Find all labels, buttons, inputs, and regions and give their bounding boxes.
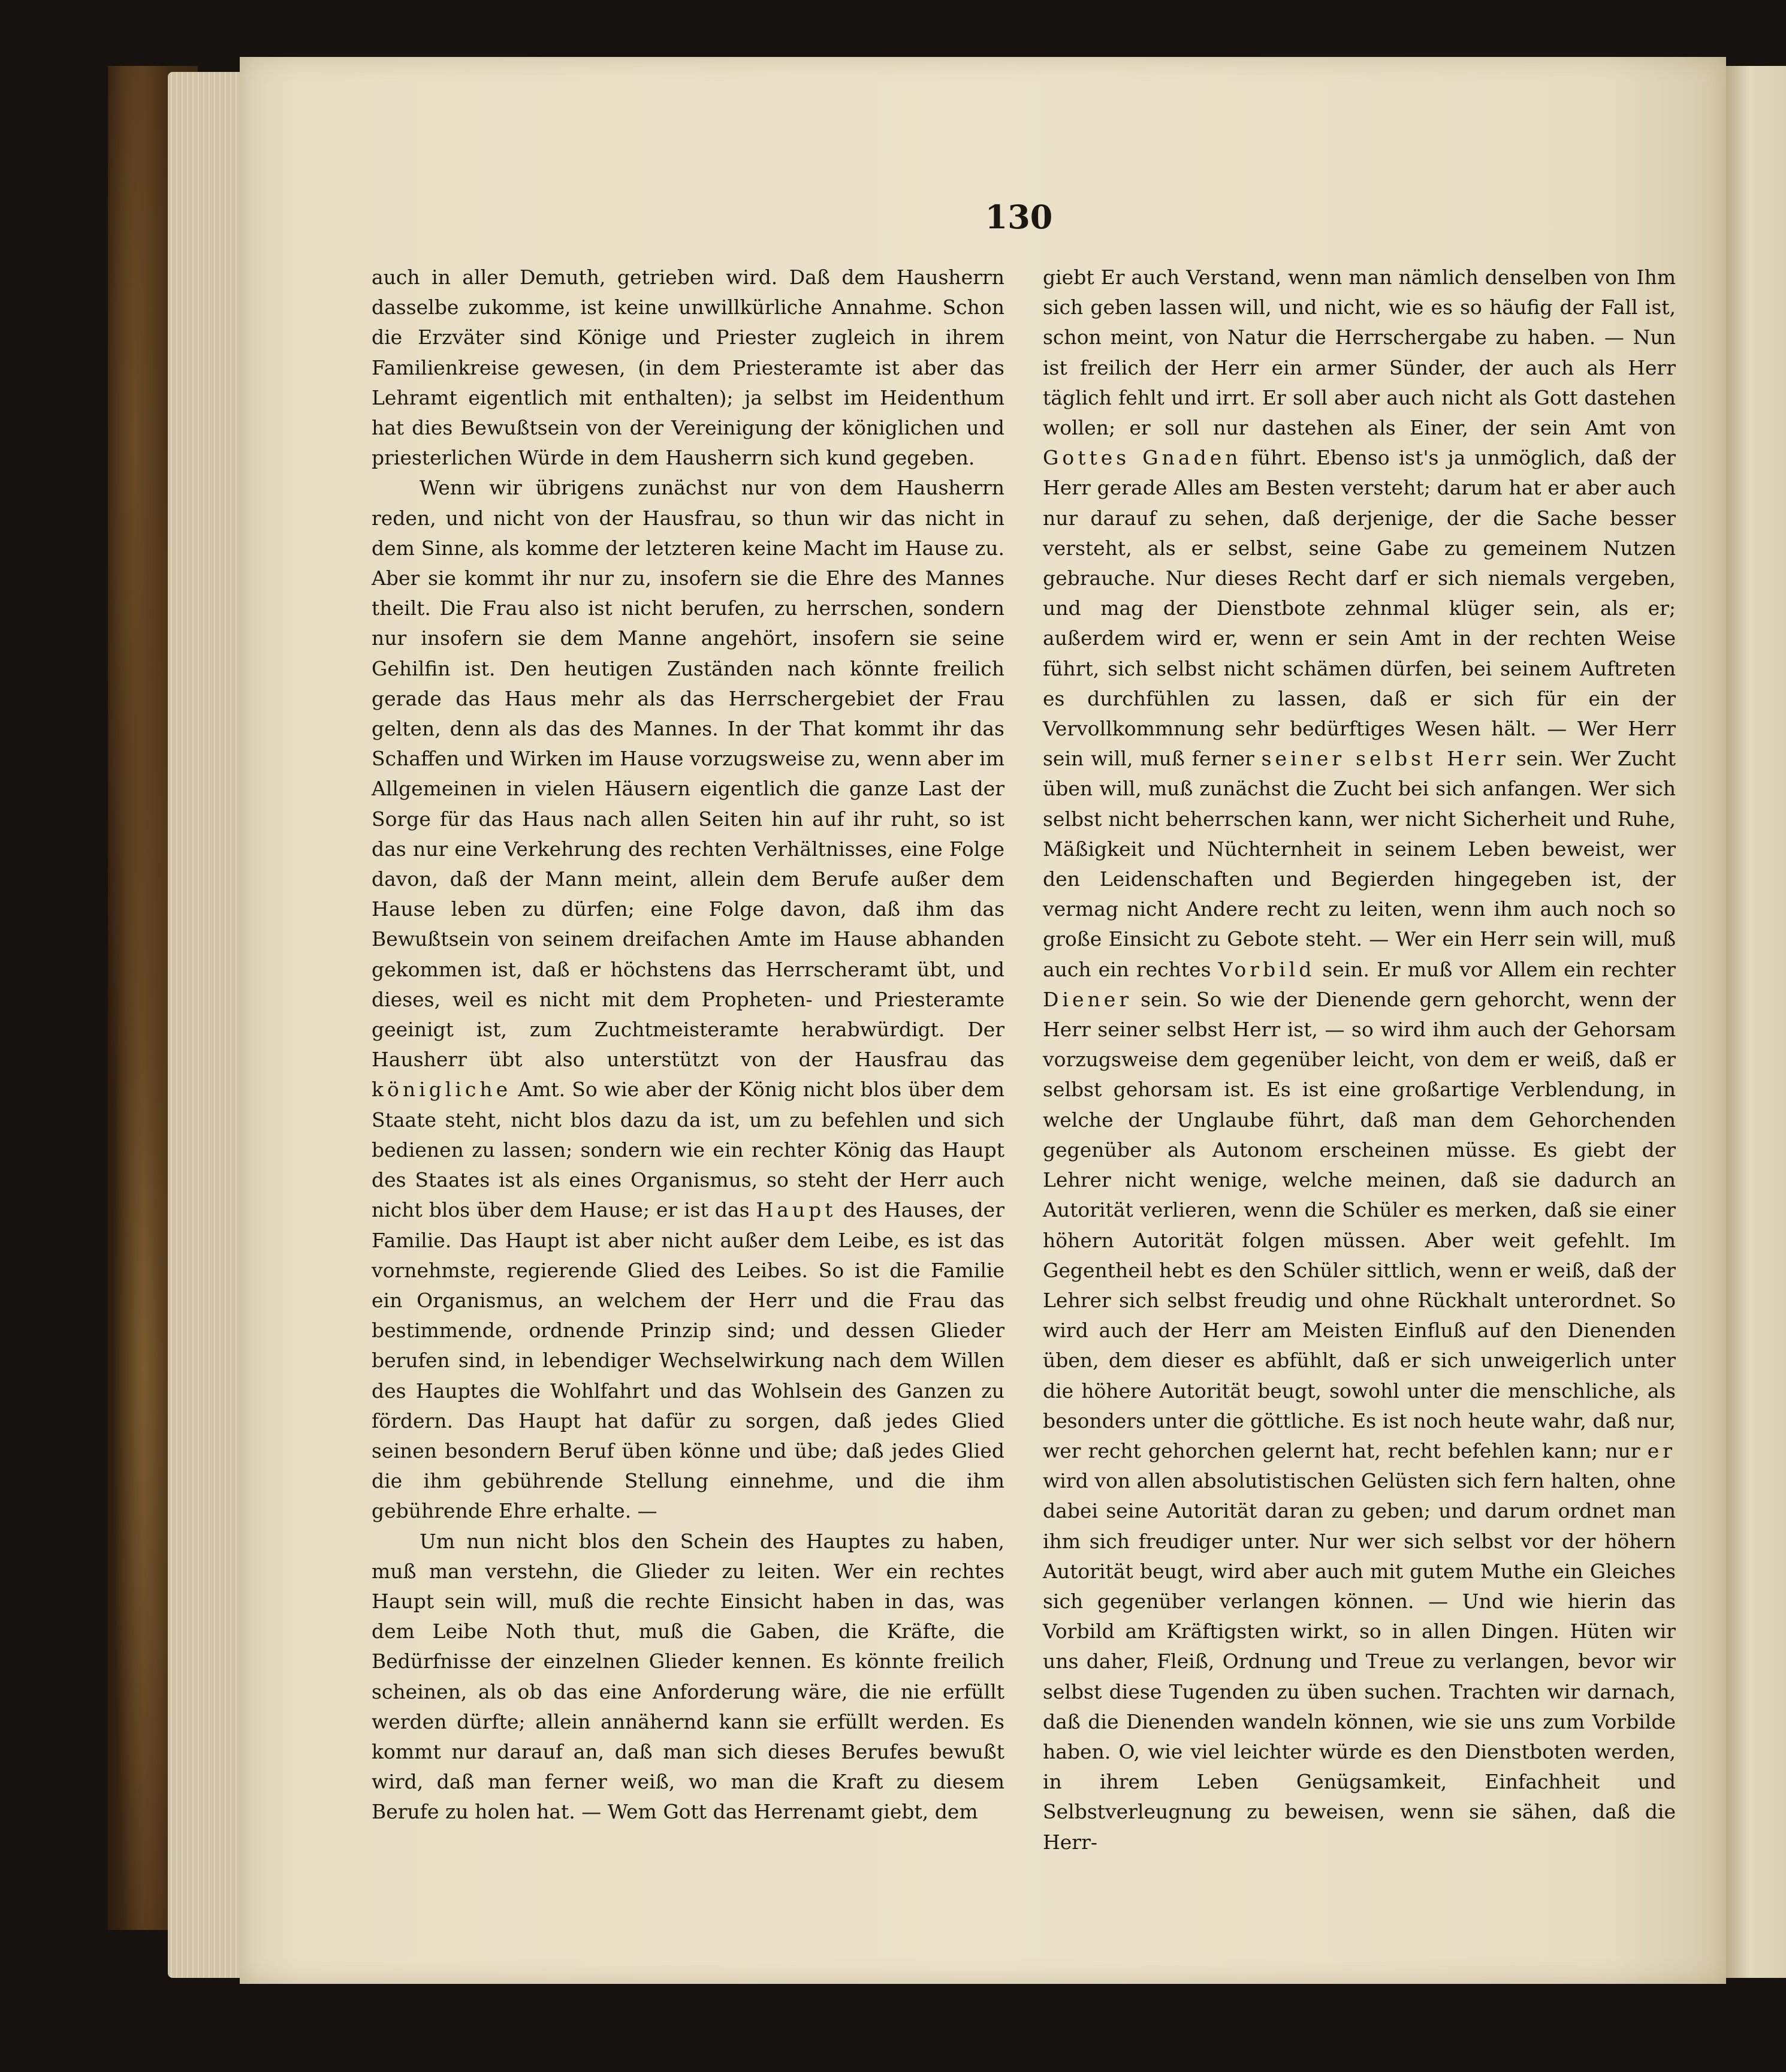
text-run: sein. Er muß vor Allem ein rechter [1315, 957, 1676, 981]
text-run: Amt. So wie aber der König nicht blos über dem Staate steht, nicht blos dazu da ist, um zu befehlen und sich bedienen zu lassen; sondern wie ein rechter König das Haupt des Staates ist als eines Organismus, so steht der Herr auch nicht blos über dem Hause; er ist das [372, 1078, 1004, 1222]
paragraph [1043, 263, 1676, 1857]
text-run: Wenn wir übrigens zunächst nur von dem Hausherrn reden, und nicht von der Hausfrau, so thun wir das nicht in dem Sinne, als komme der letzteren keine Macht im Hause zu. Aber sie kommt ihr nur zu, insofern sie die Ehre des Mannes theilt. Die Frau also ist nicht berufen, zu herrschen, sondern nur insofern sie dem Manne angehört, insofern sie seine Gehilfin ist. Den heutigen Zuständen nach könnte freilich gerade das Haus mehr als das Herrschergebiet der Frau gelten, denn als das des Mannes. In der That kommt ihr das Schaffen und Wirken im Hause vorzugsweise zu, wenn aber im Allgemeinen in vielen Häusern eigentlich die ganze Last der Sorge für das Haus nach allen Seiten hin auf ihr ruht, so ist das nur eine Verkehrung des rechten Verhältnisses, eine Folge davon, daß der Mann meint, allein dem Berufe außer dem Hause leben zu dürfen; eine Folge davon, daß ihm das Bewußtsein von seinem dreifachen Amte im Hause abhanden gekommen ist, daß er höchstens das Herrscheramt übt, und dieses, weil es nicht mit dem Propheten- und Priesteramte geeinigt ist, zum Zuchtmeisteramte herabwürdigt. Der Hausherr übt also unterstützt von der Hausfrau das [372, 476, 1004, 1072]
text-run: führt. Ebenso ist's ja unmöglich, daß der Herr gerade Alles am Besten versteht; darum hat er aber auch nur darauf zu sehen, daß derjenige, der die Sache besser versteht, als er selbst, seine Gabe zu gemeinem Nutzen gebrauche. Nur dieses Recht darf er sich niemals vergeben, und mag der Dienstbote zehnmal klüger sein, als er; außerdem wird er, wenn er sein Amt in der rechten Weise führt, sich selbst nicht schämen dürfen, bei seinem Auftreten es durchfühlen zu lassen, daß er sich für ein der Vervollkommnung sehr bedürftiges Wesen hält. — Wer Herr sein will, muß ferner [1043, 446, 1676, 771]
emphasized-text: er [1647, 1438, 1676, 1462]
emphasized-text: Diener [1043, 987, 1133, 1011]
text-run: wird von allen absolutistischen Gelüsten sich fern halten, ohne dabei seine Autorität daran zu geben; und darum ordnet man ihm sich freudiger unter. Nur wer sich selbst vor der höhern Autorität beugt, wird aber auch mit gutem Muthe ein Gleiches sich gegenüber verlangen können. — Und wie hierin das Vorbild am Kräftigsten wirkt, so in allen Dingen. Hüten wir uns daher, Fleiß, Ordnung und Treue zu verlangen, bevor wir selbst diese Tugenden zu üben suchen. Trachten wir darnach, daß die Dienenden wandeln können, wie sie uns zum Vorbilde haben. O, wie viel leichter würde es den Dienstboten werden, in ihrem Leben Genügsamkeit, Einfachheit und Selbstverleugnung zu beweisen, wenn sie sähen, daß die Herr- [1043, 1469, 1676, 1854]
page-stack-edges [168, 72, 252, 1978]
paragraph: auch in aller Demuth, getrieben wird. Daß dem Hausherrn dasselbe zukomme, ist keine unwillkürliche Annahme. Schon die Erzväter sind Könige und Priester zugleich in ihrem Familienkreise gewesen, (in dem Priesteramte ist aber das Lehramt eigentlich mit enthalten); ja selbst im Heidenthum hat dies Bewußtsein von der Vereinigung der königlichen und priesterlichen Würde in dem Hausherrn sich kund gegeben. [372, 266, 1004, 470]
left-text-column [372, 263, 1004, 1827]
text-run: sein. Wer Zucht üben will, muß zunächst die Zucht bei sich anfangen. Wer sich selbst nicht beherrschen kann, wer nicht Sicherheit und Ruhe, Mäßigkeit und Nüchternheit in seinem Leben beweist, wer den Leidenschaften und Begierden hingegeben ist, der vermag nicht Andere recht zu leiten, wenn ihm auch noch so große Einsicht zu Gebote steht. — Wer ein Herr sein will, muß auch ein rechtes [1043, 747, 1676, 981]
right-text-column [1043, 263, 1676, 1857]
text-run: sein. So wie der Dienende gern gehorcht, wenn der Herr seiner selbst Herr ist, — so wird ihm auch der Gehorsam vorzugsweise dem gegenüber leicht, von dem er weiß, daß er selbst gehorsam ist. Es ist eine großartige Verblendung, in welche der Unglaube führt, daß man dem Gehorchenden gegenüber als Autonom erscheinen müsse. Es giebt der Lehrer nicht wenige, welche meinen, daß sie dadurch an Autorität verlieren, wenn die Schüler es merken, daß sie einer höhern Autorität folgen müssen. Aber weit gefehlt. Im Gegentheil hebt es den Schüler sittlich, wenn er weiß, daß der Lehrer sich selbst freudig und ohne Rückhalt unterordnet. So wird auch der Herr am Meisten Einfluß auf den Dienenden üben, dem dieser es abfühlt, daß er sich unweigerlich unter die höhere Autorität beugt, sowohl unter die menschliche, als besonders unter die göttliche. Es ist noch heute wahr, daß nur, wer recht gehorchen gelernt hat, recht befehlen kann; nur [1043, 987, 1676, 1462]
page-number: 130 [985, 198, 1053, 236]
emphasized-text: seiner selbst Herr [1261, 747, 1510, 771]
emphasized-text: Gottes Gnaden [1043, 446, 1242, 470]
text-run: giebt Er auch Verstand, wenn man nämlich denselben von Ihm sich geben lassen will, und nicht, wie es so häufig der Fall ist, schon meint, von Natur die Herrschergabe zu haben. — Nun ist freilich der Herr ein armer Sünder, der auch als Herr täglich fehlt und irrt. Er soll aber auch nicht als Gott dastehen wollen; er soll nur dastehen als Einer, der sein Amt von [1043, 266, 1676, 440]
emphasized-text: königliche [372, 1078, 512, 1102]
facing-page-edge [1726, 66, 1786, 1978]
text-run: des Hauses, der Familie. Das Haupt ist aber nicht außer dem Leibe, es ist das vornehmste, regierende Glied des Leibes. So ist die Familie ein Organismus, an welchem der Herr und die Frau das bestimmende, ordnende Prinzip sind; und dessen Glieder berufen sind, in lebendiger Wechselwirkung nach dem Willen des Hauptes die Wohlfahrt und das Wohlsein des Ganzen zu fördern. Das Haupt hat dafür zu sorgen, daß jedes Glied seinen besondern Beruf üben könne und übe; daß jedes Glied die ihm gebührende Stellung einnehme, und die ihm gebührende Ehre erhalte. — [372, 1198, 1004, 1523]
emphasized-text: Haupt [756, 1198, 837, 1222]
paragraph: Um nun nicht blos den Schein des Hauptes zu haben, muß man verstehn, die Glieder zu leiten. Wer ein rechtes Haupt sein will, muß die rechte Einsicht haben in das, was dem Leibe Noth thut, muß die Gaben, die Kräfte, die Bedürfnisse der einzelnen Glieder kennen. Es könnte freilich scheinen, als ob das eine Anforderung wäre, die nie erfüllt werden dürfte; allein annähernd kann sie erfüllt werden. Es kommt nur darauf an, daß man sich dieses Berufes bewußt wird, daß man ferner weiß, wo man die Kraft zu diesem Berufe zu holen hat. — Wem Gott das Herrenamt giebt, dem [372, 1529, 1004, 1824]
emphasized-text: Vorbild [1218, 957, 1316, 981]
paragraph [372, 473, 1004, 1526]
